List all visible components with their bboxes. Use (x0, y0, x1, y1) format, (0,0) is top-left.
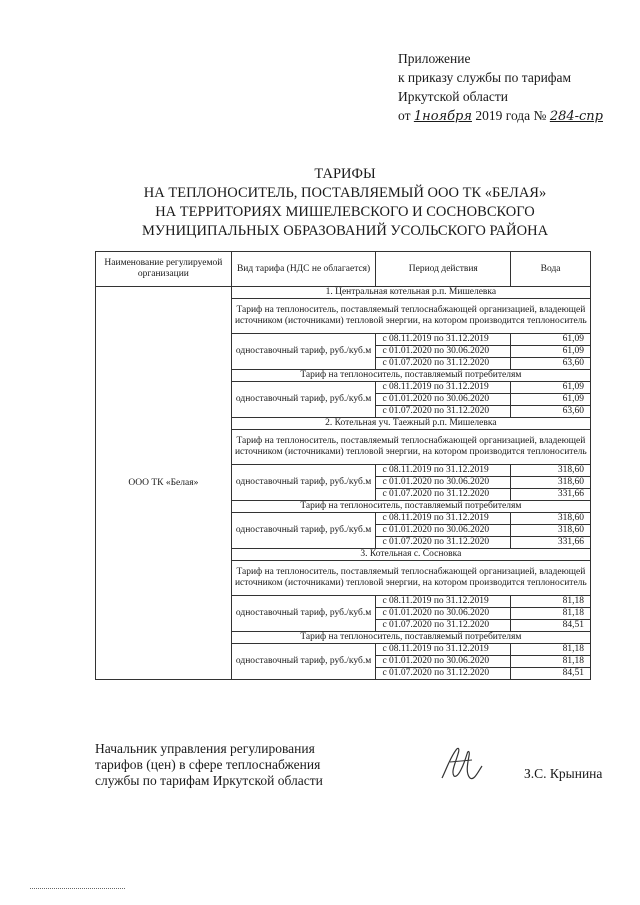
title-line-2: НА ТЕПЛОНОСИТЕЛЬ, ПОСТАВЛЯЕМЫЙ ООО ТК «БЕЛАЯ» (143, 185, 547, 201)
water-value-cell: 61,09 (511, 346, 591, 358)
subheading-consumers: Тариф на теплоноситель, поставляемый потребителям (231, 501, 590, 513)
tariff-type-cell: одноставочный тариф, руб./куб.м (231, 334, 376, 370)
header-org: Наименование регулируемой организации (96, 252, 232, 287)
tariff-table (95, 251, 591, 680)
subheading-consumers: Тариф на теплоноситель, поставляемый потребителям (231, 632, 590, 644)
water-value-cell: 63,60 (511, 358, 591, 370)
water-value-cell: 84,51 (511, 668, 591, 680)
water-value-cell: 61,09 (511, 382, 591, 394)
organization-cell: ООО ТК «Белая» (96, 287, 232, 680)
period-cell: с 01.07.2020 по 31.12.2020 (376, 489, 511, 501)
appendix-block (398, 49, 628, 126)
signature-image (436, 742, 486, 786)
subheading-heat-supplier: Тариф на теплоноситель, поставляемый теплоснабжающей организацией, владеющей источником (источниками) тепловой энергии, на котором производится теплоноситель (231, 299, 590, 334)
header-type: Вид тарифа (НДС не облагается) (231, 252, 376, 287)
period-cell: с 08.11.2019 по 31.12.2019 (376, 334, 511, 346)
period-cell: с 01.01.2020 по 30.06.2020 (376, 477, 511, 489)
water-value-cell: 331,66 (511, 489, 591, 501)
appendix-line-2: к приказу службы по тарифам (398, 70, 572, 85)
signer-title-line-2: тарифов (цен) в сфере теплоснабжения (95, 757, 321, 772)
signer-title-line-3: службы по тарифам Иркутской области (95, 773, 323, 788)
water-value-cell: 318,60 (511, 465, 591, 477)
period-cell: с 01.07.2020 по 31.12.2020 (376, 668, 511, 680)
document-title (100, 165, 590, 241)
appendix-line-1: Приложение (398, 51, 471, 66)
period-cell: с 01.01.2020 по 30.06.2020 (376, 394, 511, 406)
period-cell: с 08.11.2019 по 31.12.2019 (376, 513, 511, 525)
water-value-cell: 61,09 (511, 394, 591, 406)
water-value-cell: 331,66 (511, 537, 591, 549)
water-value-cell: 81,18 (511, 644, 591, 656)
tariff-table-body (96, 252, 591, 680)
period-cell: с 01.01.2020 по 30.06.2020 (376, 346, 511, 358)
subheading-heat-supplier: Тариф на теплоноситель, поставляемый теплоснабжающей организацией, владеющей источником (источниками) тепловой энергии, на котором производится теплоноситель (231, 430, 590, 465)
table-header-row (96, 252, 591, 287)
tariff-type-cell: одноставочный тариф, руб./куб.м (231, 644, 376, 680)
period-cell: с 01.07.2020 по 31.12.2020 (376, 358, 511, 370)
signer-name: З.С. Крынина (524, 766, 603, 781)
water-value-cell: 61,09 (511, 334, 591, 346)
water-value-cell: 81,18 (511, 656, 591, 668)
signer-title (95, 741, 385, 789)
title-line-3: НА ТЕРРИТОРИЯХ МИШЕЛЕВСКОГО И СОСНОВСКОГО (155, 204, 535, 220)
date-prefix: от (398, 108, 411, 123)
period-cell: с 08.11.2019 по 31.12.2019 (376, 382, 511, 394)
date-year: 2019 года № (475, 108, 547, 123)
signer-title-line-1: Начальник управления регулирования (95, 741, 315, 756)
header-water: Вода (511, 252, 591, 287)
header-period: Период действия (376, 252, 511, 287)
section-row (96, 287, 591, 299)
water-value-cell: 318,60 (511, 477, 591, 489)
section-name: 2. Котельная уч. Таежный р.п. Мишелевка (231, 418, 590, 430)
subheading-consumers: Тариф на теплоноситель, поставляемый потребителям (231, 370, 590, 382)
water-value-cell: 318,60 (511, 525, 591, 537)
section-name: 3. Котельная с. Сосновка (231, 549, 590, 561)
period-cell: с 08.11.2019 по 31.12.2019 (376, 596, 511, 608)
period-cell: с 01.01.2020 по 30.06.2020 (376, 608, 511, 620)
tariff-type-cell: одноставочный тариф, руб./куб.м (231, 465, 376, 501)
date-handwritten: 1ноября (413, 109, 472, 124)
water-value-cell: 84,51 (511, 620, 591, 632)
footer-divider (30, 888, 125, 889)
period-cell: с 01.07.2020 по 31.12.2020 (376, 406, 511, 418)
period-cell: с 08.11.2019 по 31.12.2019 (376, 465, 511, 477)
period-cell: с 01.01.2020 по 30.06.2020 (376, 525, 511, 537)
order-number-handwritten: 284-спр (549, 109, 603, 124)
title-line-4: МУНИЦИПАЛЬНЫХ ОБРАЗОВАНИЙ УСОЛЬСКОГО РАЙОНА (141, 223, 549, 239)
title-line-1: ТАРИФЫ (314, 166, 376, 182)
period-cell: с 01.01.2020 по 30.06.2020 (376, 656, 511, 668)
water-value-cell: 63,60 (511, 406, 591, 418)
tariff-type-cell: одноставочный тариф, руб./куб.м (231, 513, 376, 549)
tariff-type-cell: одноставочный тариф, руб./куб.м (231, 382, 376, 418)
water-value-cell: 318,60 (511, 513, 591, 525)
appendix-line-3: Иркутской области (398, 89, 509, 104)
water-value-cell: 81,18 (511, 608, 591, 620)
water-value-cell: 81,18 (511, 596, 591, 608)
period-cell: с 01.07.2020 по 31.12.2020 (376, 537, 511, 549)
tariff-type-cell: одноставочный тариф, руб./куб.м (231, 596, 376, 632)
subheading-heat-supplier: Тариф на теплоноситель, поставляемый теплоснабжающей организацией, владеющей источником (источниками) тепловой энергии, на котором производится теплоноситель (231, 561, 590, 596)
section-name: 1. Центральная котельная р.п. Мишелевка (231, 287, 590, 299)
period-cell: с 08.11.2019 по 31.12.2019 (376, 644, 511, 656)
appendix-date-line (398, 106, 628, 126)
period-cell: с 01.07.2020 по 31.12.2020 (376, 620, 511, 632)
